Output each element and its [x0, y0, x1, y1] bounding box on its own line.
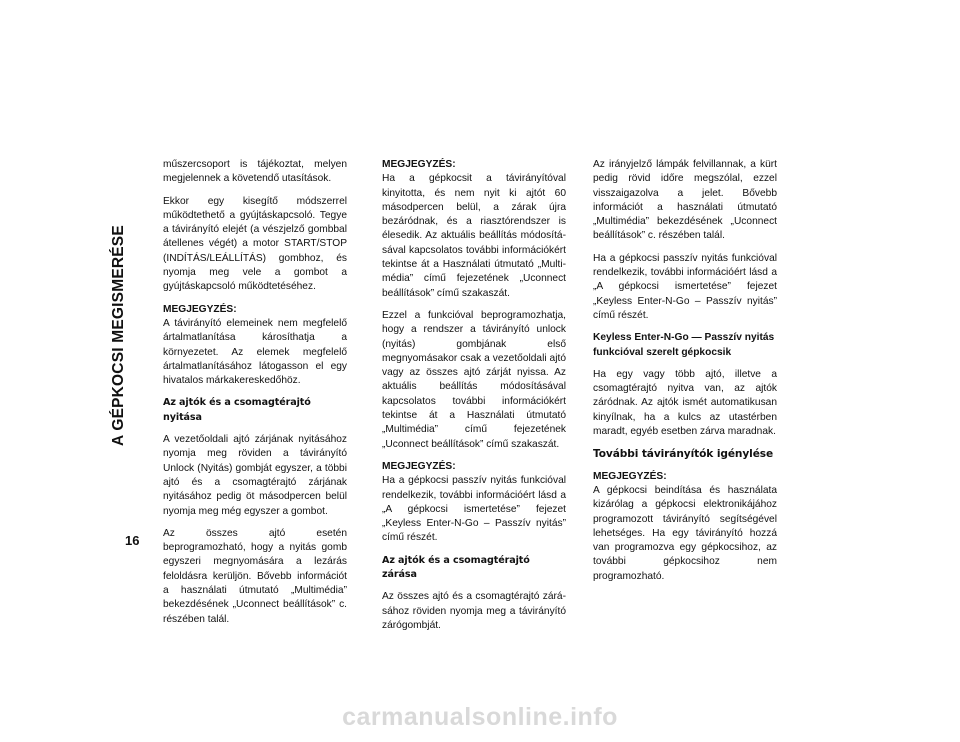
note — [593, 470, 777, 584]
note-label: MEGJEGYZÉS: — [382, 460, 456, 472]
paragraph: Az összes ajtó esetén beprogramozható, hogy a nyitás gomb egyszeri megnyomására a lezárás feloldásra kerüljön. Bővebb információt a használati útmutató „Multimédia” bekezdésének „Uconnect beállítások” c. részében talál. — [163, 527, 347, 625]
note-label: MEGJEGYZÉS: — [382, 159, 456, 170]
paragraph: A vezetőoldali ajtó zárjának nyitásához nyomja meg röviden a távirányító Unlock (Nyitás) gombját egyszer, a többi ajtó és a csomagtérajtó zárjának nyitásához pedig öt másodpercen belül nyomja meg még egyszer a gombot. — [163, 434, 347, 517]
section-heading: Az ajtók és a csomagtérajtó zárása — [382, 554, 530, 581]
note-text: Ha a gépkocsit a távirányítóval kinyitotta, és nem nyit ki ajtót 60 másodpercen belül, a zárak újra bezáródnak, és a riasztórendszer is élesedik. Az aktuális beállítás módosításával kapcsolatos további információkért tekintse át a Használati útmutató „Multimédia” című fejezetének „Uconnect beállítások” című szakaszát. — [382, 173, 566, 299]
column-2 — [382, 158, 566, 641]
paragraph: Ha egy vagy több ajtó, illetve a csomagtérajtó nyitva van, az ajtók záródnak. Az ajtók ismét automatikusan kinyílnak, ha a kulcs az utastérben maradt, egyéb esetben zárva maradnak. — [593, 368, 777, 438]
note-label: MEGJEGYZÉS: — [593, 470, 667, 482]
paragraph: műszercsoport is tájékoztat, melyen megjelennek a követendő utasítások. — [163, 159, 347, 185]
note-label: MEGJEGYZÉS: — [163, 303, 237, 315]
column-3 — [593, 158, 777, 592]
note — [382, 460, 566, 546]
page-number: 16 — [125, 533, 140, 548]
section-heading: További távirányítók igénylése — [593, 448, 774, 461]
column-1 — [163, 158, 347, 635]
chapter-title: A GÉPKOCSI MEGISMERÉSE — [110, 225, 127, 446]
note-text: Ha a gépkocsi passzív nyitás funkcióval rendelkezik, további információért lásd a „A gépkocsi ismertetése” fejezet „Keyless Enter-N-Go – Passzív nyitás” című részét. — [382, 475, 566, 544]
subsection-heading: Keyless Enter-N-Go — Passzív nyitás funkcióval szerelt gépkocsik — [593, 332, 775, 358]
note — [382, 158, 566, 301]
paragraph: Ekkor egy kisegítő módszerrel működtethető a gyújtáskapcsoló. Tegye a távirányító elejét (a vészjelző gombbal átellenes végét) a motor START/STOP (INDÍTÁS/LEÁLLÍTÁS) gombhoz, és nyomja meg vele a gombot a gyújtáskapcsoló működtetéséhez. — [163, 195, 347, 293]
section-heading: Az ajtók és a csomagtérajtó nyitása — [163, 397, 311, 423]
paragraph: Az irányjelző lámpák felvillannak, a kürt pedig rövid időre megszólal, ezzel visszaigazolva a jelet. Bővebb információt a használati útmutató „Multimédia” bekezdésének „Uconnect beállítások” c. részében talál. — [593, 159, 777, 242]
note — [163, 303, 347, 389]
paragraph: Az összes ajtó és a csomagtérajtó zárásához röviden nyomja meg a távirányító zárógombját. — [382, 591, 566, 631]
paragraph: Ezzel a funkcióval beprogramozhatja, hogy a rendszer a távirányító unlock (nyitás) gombjának első megnyomásakor csak a vezetőoldali ajtó vagy az összes ajtó zárját nyissa. Az aktuális beállítás módosításával kapcsolatos további információkért tekintse át a Használati útmutató „Multimédia” című fejezetének „Uconnect beállítások” című szakaszát. — [382, 309, 566, 450]
note-text: A távirányító elemeinek nem megfelelő ártalmatlanítása károsíthatja a környezetet. Az elemek megfelelő ártalmatlanításához látogasson el egy hivatalos márkakereskedőhöz. — [163, 317, 347, 387]
watermark: carmanualsonline.info — [342, 703, 618, 731]
note-text: A gépkocsi beindítása és használata kizárólag a gépkocsi elektronikájához programozott távirányító segítségével lehetséges. Ha egy távirányító hozzá van programozva egy gépkocsihoz, az további gépkocsihoz nem programozható. — [593, 484, 777, 582]
paragraph: Ha a gépkocsi passzív nyitás funkcióval rendelkezik, további információért lásd a „A gépkocsi ismertetése” fejezet „Keyless Enter-N-Go – Passzív nyitás” című részét. — [593, 252, 777, 321]
